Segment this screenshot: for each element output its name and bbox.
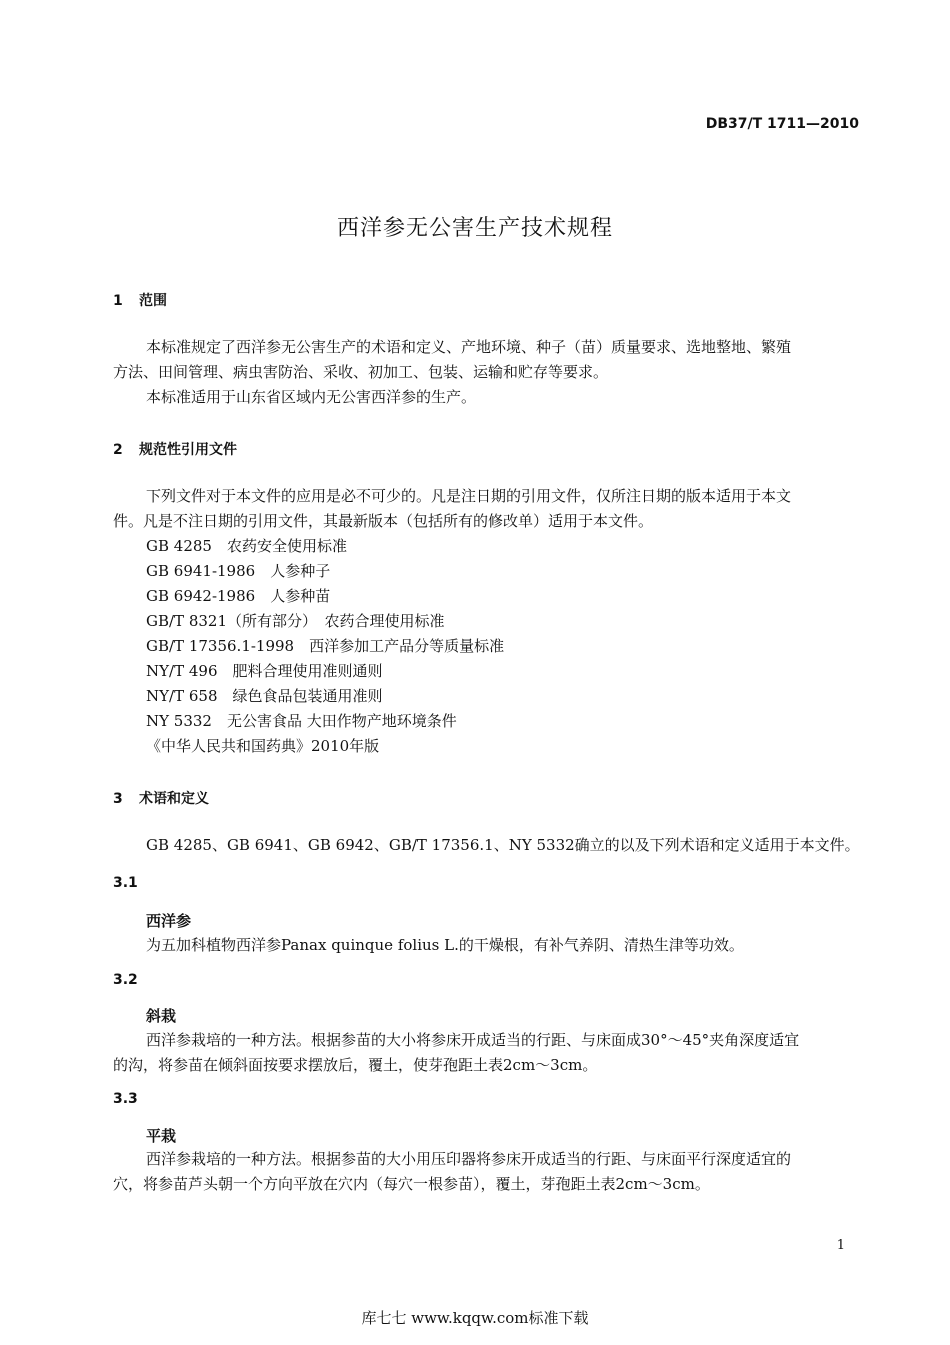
document-title: 西洋参无公害生产技术规程: [336, 216, 613, 241]
section-2-paragraph: [113, 484, 860, 534]
section-1-paragraph: [113, 335, 860, 410]
reference-item: GB 6941-1986 人参种子: [146, 562, 331, 580]
reference-item: NY/T 496 肥料合理使用准则通则: [146, 662, 383, 680]
definition-line: 穴，将参苗芦头朝一个方向平放在穴内（每穴一根参苗），覆土，芽孢距土表2cm～3cm。: [113, 1175, 710, 1193]
subclause-3-2-number: 3.2: [113, 972, 138, 988]
reference-item: GB/T 8321（所有部分） 农药合理使用标准: [146, 612, 445, 630]
term-xiyangshen: 西洋参: [146, 912, 192, 930]
normative-references-list: [146, 534, 504, 759]
reference-item: 《中华人民共和国药典》2010年版: [146, 737, 380, 755]
section-title: 规范性引用文件: [139, 442, 237, 458]
section-number: 1: [113, 293, 123, 309]
page-number: 1: [836, 1238, 845, 1253]
term-xiezai: 斜栽: [146, 1007, 177, 1025]
term-3-3-definition: [113, 1147, 860, 1197]
footer-watermark-link[interactable]: 库七七 www.kqqw.com标准下载: [361, 1309, 589, 1327]
paragraph-line: 方法、田间管理、病虫害防治、采收、初加工、包装、运输和贮存等要求。: [113, 363, 609, 381]
subclause-3-3-number: 3.3: [113, 1091, 138, 1107]
section-title: 术语和定义: [139, 791, 209, 807]
section-number: 3: [113, 791, 123, 807]
standard-number: DB37/T 1711—2010: [705, 116, 859, 132]
reference-item: NY 5332 无公害食品 大田作物产地环境条件: [146, 712, 457, 730]
term-3-1-definition: [113, 933, 860, 958]
reference-item: GB/T 17356.1-1998 西洋参加工产品分等质量标准: [146, 637, 505, 655]
definition-line: 为五加科植物西洋参Panax quinque folius L.的干燥根，有补气养阴、清热生津等功效。: [146, 936, 744, 954]
definition-line: 西洋参栽培的一种方法。根据参苗的大小用压印器将参床开成适当的行距、与床面平行深度适宜的: [146, 1150, 792, 1168]
paragraph-line: 本标准规定了西洋参无公害生产的术语和定义、产地环境、种子（苗）质量要求、选地整地、繁殖: [146, 338, 792, 356]
paragraph-line: GB 4285、GB 6941、GB 6942、GB/T 17356.1、NY 5332确立的以及下列术语和定义适用于本文件。: [146, 836, 860, 854]
reference-item: NY/T 658 绿色食品包装通用准则: [146, 687, 383, 705]
definition-line: 西洋参栽培的一种方法。根据参苗的大小将参床开成适当的行距、与床面成30°～45°夹角深度适宜: [146, 1031, 800, 1049]
paragraph-line: 件。凡是不注日期的引用文件，其最新版本（包括所有的修改单）适用于本文件。: [113, 512, 654, 530]
subclause-3-1-number: 3.1: [113, 875, 138, 891]
reference-item: GB 6942-1986 人参种苗: [146, 587, 331, 605]
section-3-heading: [113, 788, 209, 808]
paragraph-line: 本标准适用于山东省区域内无公害西洋参的生产。: [146, 388, 477, 406]
section-1-heading: [113, 290, 167, 310]
section-number: 2: [113, 442, 123, 458]
section-2-heading: [113, 439, 237, 459]
reference-item: GB 4285 农药安全使用标准: [146, 537, 347, 555]
term-3-2-definition: [113, 1028, 860, 1078]
term-pingzai: 平栽: [146, 1127, 177, 1145]
definition-line: 的沟，将参苗在倾斜面按要求摆放后，覆土，使芽孢距土表2cm～3cm。: [113, 1056, 598, 1074]
section-3-paragraph: [113, 833, 860, 858]
paragraph-line: 下列文件对于本文件的应用是必不可少的。凡是注日期的引用文件，仅所注日期的版本适用于本文: [146, 487, 792, 505]
section-title: 范围: [139, 293, 167, 309]
